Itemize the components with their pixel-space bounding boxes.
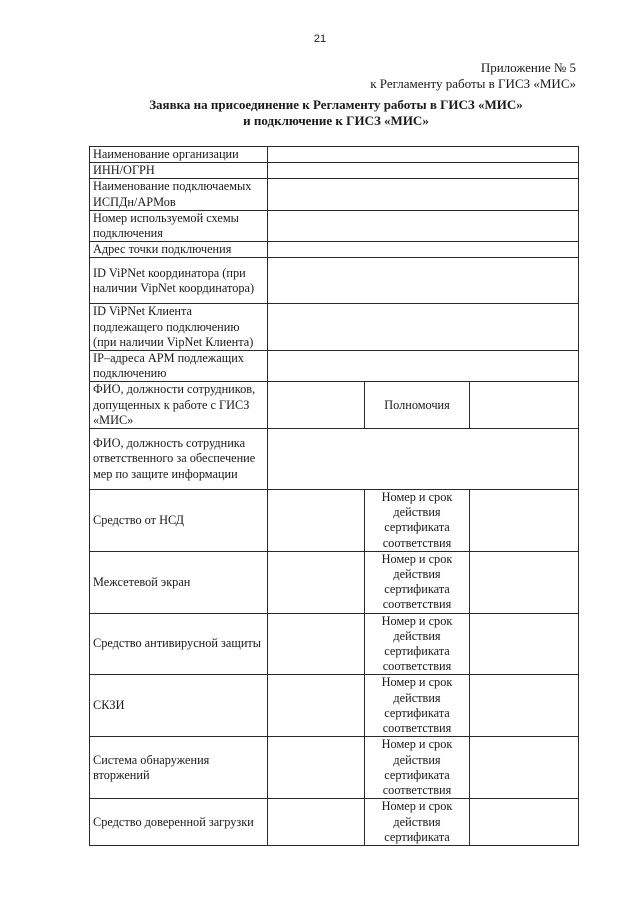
- table-row: [90, 179, 579, 210]
- label-certificate: Номер и срок действия сертификата соответствия: [365, 613, 470, 675]
- value-ispdn: [268, 179, 579, 210]
- value-security-officer: [268, 429, 579, 490]
- title-line-1: Заявка на присоединение к Регламенту работы в ГИСЗ «МИС»: [149, 97, 523, 112]
- label-certificate: Номер и срок действия сертификата соответствия: [365, 490, 470, 552]
- label-inn: ИНН/ОГРН: [90, 163, 268, 179]
- value-skzi: [268, 675, 365, 737]
- table-row: [90, 799, 579, 846]
- title-line-2: и подключение к ГИСЗ «МИС»: [243, 113, 429, 128]
- label-scheme: Номер используемой схемы подключения: [90, 210, 268, 241]
- label-trusted-boot: Средство доверенной загрузки: [90, 799, 268, 846]
- table-row: [90, 382, 579, 429]
- table-row: [90, 737, 579, 799]
- value-certificate: [470, 551, 579, 613]
- label-ids: Система обнаружения вторжений: [90, 737, 268, 799]
- value-certificate: [470, 490, 579, 552]
- label-ip-addresses: IP–адреса АРМ подлежащих подключению: [90, 351, 268, 382]
- label-security-officer: ФИО, должность сотрудника ответственного за обеспечение мер по защите информации: [90, 429, 268, 490]
- value-staff-authority: [470, 382, 579, 429]
- label-ispdn: Наименование подключаемых ИСПДн/АРМов: [90, 179, 268, 210]
- table-row: [90, 490, 579, 552]
- value-ip-addresses: [268, 351, 579, 382]
- table-row: [90, 675, 579, 737]
- label-certificate: Номер и срок действия сертификата соответствия: [365, 551, 470, 613]
- table-row: [90, 551, 579, 613]
- page-number: 21: [313, 33, 327, 45]
- label-skzi: СКЗИ: [90, 675, 268, 737]
- table-row: [90, 613, 579, 675]
- table-row: [90, 242, 579, 258]
- value-trusted-boot: [268, 799, 365, 846]
- value-certificate: [470, 613, 579, 675]
- table-row: [90, 163, 579, 179]
- value-ids: [268, 737, 365, 799]
- label-antivirus: Средство антивирусной защиты: [90, 613, 268, 675]
- table-row: [90, 304, 579, 351]
- table-row: [90, 147, 579, 163]
- label-vipnet-client: ID ViPNet Клиента подлежащего подключению (при наличии VipNet Клиента): [90, 304, 268, 351]
- appendix-number: Приложение № 5: [480, 60, 576, 75]
- table-row: [90, 351, 579, 382]
- label-staff: ФИО, должности сотрудников, допущенных к работе с ГИСЗ «МИС»: [90, 382, 268, 429]
- table-row: [90, 258, 579, 304]
- value-scheme: [268, 210, 579, 241]
- label-certificate: Номер и срок действия сертификата соответствия: [365, 675, 470, 737]
- table-row: [90, 429, 579, 490]
- value-certificate: [470, 737, 579, 799]
- label-address: Адрес точки подключения: [90, 242, 268, 258]
- value-firewall: [268, 551, 365, 613]
- value-vipnet-client: [268, 304, 579, 351]
- appendix-header: [370, 60, 576, 92]
- label-org-name: Наименование организации: [90, 147, 268, 163]
- appendix-reference: к Регламенту работы в ГИСЗ «МИС»: [370, 76, 576, 91]
- value-antivirus: [268, 613, 365, 675]
- value-vipnet-coordinator: [268, 258, 579, 304]
- application-form-table: [89, 146, 579, 846]
- label-staff-authority: Полномочия: [365, 382, 470, 429]
- value-staff: [268, 382, 365, 429]
- document-title: [0, 97, 640, 129]
- table-row: [90, 210, 579, 241]
- label-vipnet-coordinator: ID ViPNet координатора (при наличии VipNet координатора): [90, 258, 268, 304]
- label-firewall: Межсетевой экран: [90, 551, 268, 613]
- value-org-name: [268, 147, 579, 163]
- value-address: [268, 242, 579, 258]
- label-certificate: Номер и срок действия сертификата соответствия: [365, 737, 470, 799]
- value-inn: [268, 163, 579, 179]
- value-nsd: [268, 490, 365, 552]
- value-certificate: [470, 799, 579, 846]
- value-certificate: [470, 675, 579, 737]
- label-nsd: Средство от НСД: [90, 490, 268, 552]
- label-certificate: Номер и срок действия сертификата: [365, 799, 470, 846]
